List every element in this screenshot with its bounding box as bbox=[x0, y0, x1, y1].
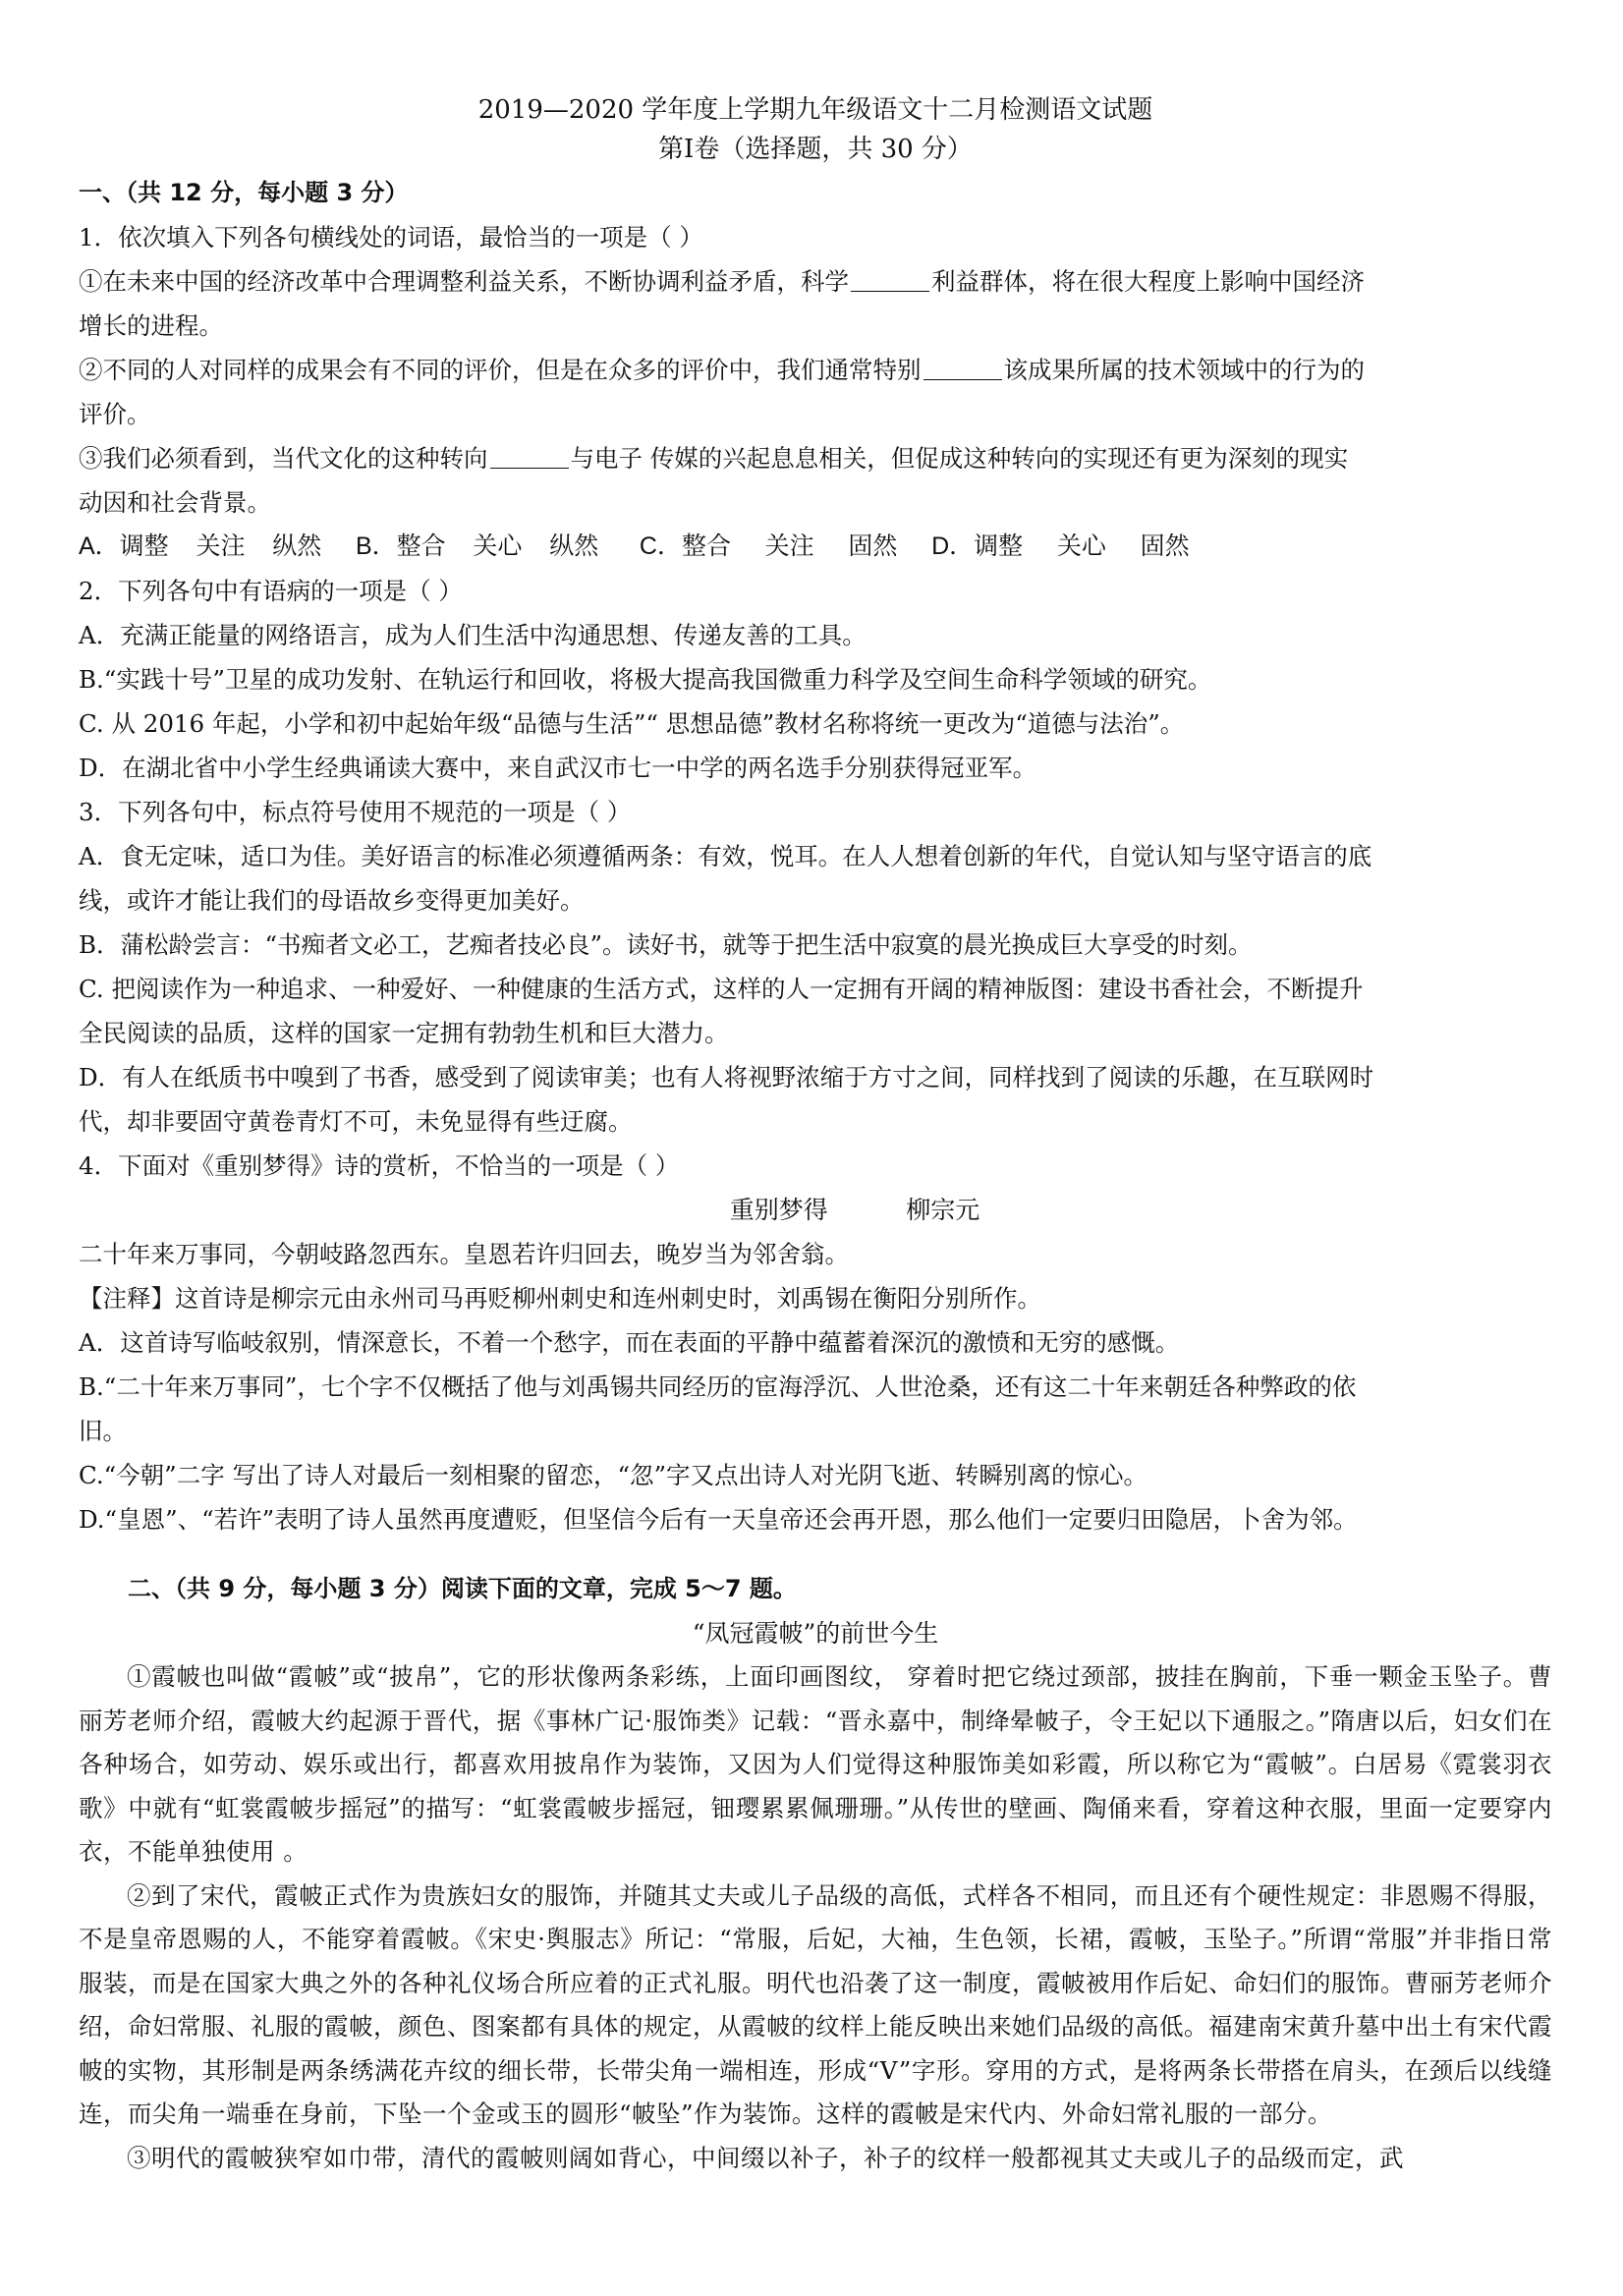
article-paragraph-3: ③明代的霞帔狭窄如巾带，清代的霞帔则阔如背心，中间缀以补子，补子的纹样一般都视其丈夫或儿子的品级而定，武 bbox=[127, 2143, 1404, 2172]
q1-stem: 1．依次填入下列各句横线处的词语，最恰当的一项是（ ） bbox=[79, 223, 703, 252]
q3-option-c-cont: 全民阅读的品质，这样的国家一定拥有勃勃生机和巨大潜力。 bbox=[79, 1019, 729, 1047]
q3-option-d-cont: 代，却非要固守黄卷青灯不可，未免显得有些迂腐。 bbox=[79, 1107, 633, 1136]
q2-stem: 2．下列各句中有语病的一项是（ ） bbox=[79, 577, 463, 605]
q3-option-a: A．食无定味，适口为佳。美好语言的标准必须遵循两条：有效，悦耳。在人人想着创新的年代，自觉认知与坚守语言的底 bbox=[79, 842, 1372, 870]
q3-option-b: B．蒲松龄尝言：“书痴者文必工，艺痴者技必良”。读好书，就等于把生活中寂寞的晨光换成巨大享受的时刻。 bbox=[79, 930, 1253, 959]
poem-title: 重别梦得 柳宗元 bbox=[729, 1196, 980, 1224]
q3-stem: 3．下列各句中，标点符号使用不规范的一项是（ ） bbox=[79, 798, 632, 826]
q2-option-a: A．充满正能量的网络语言，成为人们生活中沟通思想、传递友善的工具。 bbox=[79, 621, 867, 649]
page-title: 2019—2020 学年度上学期九年级语文十二月检测语文试题 bbox=[477, 95, 1153, 125]
q1-choices: A．调整 关注 纵然 B．整合 关心 纵然 C．整合 关注 固然 D．调整 关心 固然 bbox=[79, 532, 1190, 560]
section2-heading: 二、（共 9 分，每小题 3 分）阅读下面的文章，完成 5～7 题。 bbox=[128, 1575, 797, 1602]
page-subtitle: 第Ⅰ卷（选择题，共 30 分） bbox=[658, 135, 973, 164]
q1-sentence-1 bbox=[79, 259, 1552, 304]
q2-option-b: B.“实践十号”卫星的成功发射、在轨运行和回收，将极大提高我国微重力科学及空间生命科学领域的研究。 bbox=[79, 665, 1212, 694]
q1-sentence-3-cont: 动因和社会背景。 bbox=[79, 488, 271, 517]
q4-option-c: C.“今朝”二字 写出了诗人对最后一刻相聚的留恋，“忽”字又点出诗人对光阴飞逝、转瞬别离的惊心。 bbox=[79, 1461, 1148, 1489]
q1-s2-part-a: ②不同的人对同样的成果会有不同的评价，但是在众多的评价中，我们通常特别 bbox=[79, 356, 922, 384]
q1-s2-part-b: 该成果所属的技术领域中的行为的 bbox=[1003, 356, 1365, 384]
article-paragraph-2: ②到了宋代，霞帔正式作为贵族妇女的服饰，并随其丈夫或儿子品级的高低，式样各不相同，而且还有个硬性规定：非恩赐不得服，不是皇帝恩赐的人，不能穿着霞帔。《宋史·舆服志》所记：“常服，后妃，大袖，生色领，长裙，霞帔，玉坠子。”所谓“常服”并非指日常服装，而是在国家大典之外的各种礼仪场合所应着的正式礼服。明代也沿袭了这一制度，霞帔被用作后妃、命妇们的服饰。曹丽芳老师介绍，命妇常服、礼服的霞帔，颜色、图案都有具体的规定，从霞帔的纹样上能反映出来她们品级的高低。福建南宋黄升墓中出土有宋代霞帔的实物，其形制是两条绣满花卉纹的细长带，长带尖角一端相连，形成“V”字形。穿用的方式，是将两条长带搭在肩头，在颈后以线缝连，而尖角一端垂在身前，下坠一个金或玉的圆形“帔坠”作为装饰。这样的霞帔是宋代内、外命妇常礼服的一部分。 bbox=[79, 1880, 1552, 2128]
fill-blank bbox=[851, 267, 929, 293]
fill-blank bbox=[490, 444, 569, 470]
q4-stem: 4．下面对《重别梦得》诗的赏析，不恰当的一项是（ ） bbox=[79, 1151, 680, 1180]
q1-sentence-2-cont: 评价。 bbox=[79, 400, 151, 428]
q4-option-d: D.“皇恩”、“若许”表明了诗人虽然再度遭贬，但坚信今后有一天皇帝还会再开恩，那么他们一定要归田隐居，卜舍为邻。 bbox=[79, 1505, 1358, 1534]
fill-blank bbox=[923, 356, 1002, 381]
q4-option-b: B.“二十年来万事同”，七个字不仅概括了他与刘禹锡共同经历的宦海浮沉、人世沧桑，还有这二十年来朝廷各种弊政的依 bbox=[79, 1372, 1357, 1401]
q3-option-d: D．有人在纸质书中嗅到了书香，感受到了阅读审美；也有人将视野浓缩于方寸之间，同样找到了阅读的乐趣，在互联网时 bbox=[79, 1063, 1374, 1092]
q1-s1-part-b: 利益群体，将在很大程度上影响中国经济 bbox=[931, 267, 1365, 296]
q1-sentence-1-cont: 增长的进程。 bbox=[79, 311, 223, 340]
q4-option-a: A．这首诗写临岐叙别，情深意长，不着一个愁字，而在表面的平静中蕴蓄着深沉的激愤和无穷的感慨。 bbox=[79, 1328, 1180, 1357]
poem-text: 二十年来万事同，今朝岐路忽西东。皇恩若许归回去，晚岁当为邻舍翁。 bbox=[79, 1240, 849, 1268]
q1-sentence-2 bbox=[79, 348, 1552, 392]
q2-option-c: C. 从 2016 年起，小学和初中起始年级“品德与生活”“ 思想品德”教材名称将统一更改为“道德与法治”。 bbox=[79, 709, 1185, 738]
q3-option-c: C. 把阅读作为一种追求、一种爱好、一种健康的生活方式，这样的人一定拥有开阔的精神版图：建设书香社会，不断提升 bbox=[79, 975, 1364, 1003]
section1-heading: 一、（共 12 分，每小题 3 分） bbox=[79, 179, 409, 206]
q3-option-a-cont: 线，或许才能让我们的母语故乡变得更加美好。 bbox=[79, 886, 585, 915]
poem-note: 【注释】这首诗是柳宗元由永州司马再贬柳州刺史和连州刺史时，刘禹锡在衡阳分别所作。 bbox=[79, 1284, 1041, 1313]
q1-s3-part-b: 与电子 传媒的兴起息息相关，但促成这种转向的实现还有更为深刻的现实 bbox=[570, 444, 1349, 473]
q4-option-b-cont: 旧。 bbox=[79, 1417, 127, 1445]
q1-s3-part-a: ③我们必须看到，当代文化的这种转向 bbox=[79, 444, 488, 473]
q1-s1-part-a: ①在未来中国的经济改革中合理调整利益关系，不断协调利益矛盾，科学 bbox=[79, 267, 849, 296]
article-paragraph-1: ①霞帔也叫做“霞帔”或“披帛”，它的形状像两条彩练，上面印画图纹， 穿着时把它绕过颈部，披挂在胸前，下垂一颗金玉坠子。曹丽芳老师介绍，霞帔大约起源于晋代，据《事林广记·服饰类》记载：“晋永嘉中，制绛晕帔子，令王妃以下通服之。”隋唐以后，妇女们在各种场合，如劳动、娱乐或出行，都喜欢用披帛作为装饰，又因为人们觉得这种服饰美如彩霞，所以称它为“霞帔”。白居易《霓裳羽衣歌》中就有“虹裳霞帔步摇冠”的描写：“虹裳霞帔步摇冠，钿璎累累佩珊珊。”从传世的壁画、陶俑来看，穿着这种衣服，里面一定要穿内衣，不能单独使用 。 bbox=[79, 1662, 1552, 1866]
q2-option-d: D．在湖北省中小学生经典诵读大赛中，来自武汉市七一中学的两名选手分别获得冠亚军。 bbox=[79, 754, 1037, 782]
exam-page bbox=[79, 90, 1552, 2180]
q1-sentence-3 bbox=[79, 436, 1552, 480]
article-title: “凤冠霞帔”的前世今生 bbox=[692, 1619, 939, 1648]
